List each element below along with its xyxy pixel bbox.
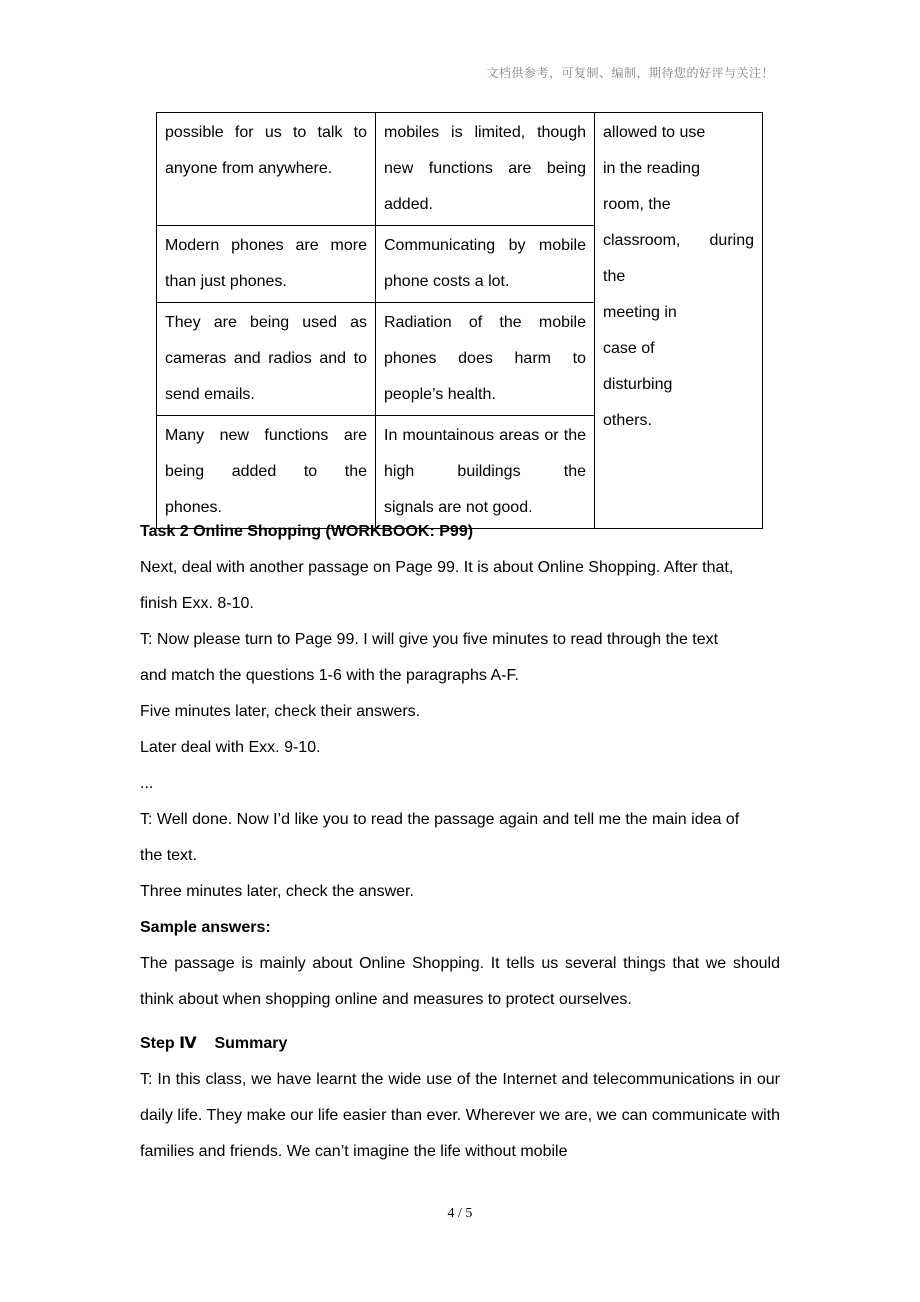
- table-cell: Many new functions are being added to the phones.: [157, 416, 376, 529]
- table-cell-merged: allowed to use in the reading room, the classroom, during the meeting in case of disturbing others.: [595, 113, 763, 529]
- paragraph: Three minutes later, check the answer.: [140, 883, 414, 900]
- table-cell: Radiation of the mobile phones does harm to people’s health.: [376, 303, 595, 416]
- task-heading: Task 2 Online Shopping (WORKBOOK: P99): [140, 523, 474, 540]
- table-cell: possible for us to talk to anyone from anywhere.: [157, 113, 376, 226]
- sample-answers-heading: Sample answers:: [140, 919, 271, 936]
- paragraph: Next, deal with another passage on Page 99. It is about Online Shopping. After that, finish Exx. 8-10.: [140, 559, 734, 612]
- paragraph: The passage is mainly about Online Shopping. It tells us several things that we should think about when shopping online and measures to protect ourselves.: [140, 955, 780, 1008]
- header-note: 文档供参考，可复制、编制，期待您的好评与关注！: [486, 66, 774, 80]
- table-cell: Modern phones are more than just phones.: [157, 226, 376, 303]
- table-cell: mobiles is limited, though new functions are being added.: [376, 113, 595, 226]
- step-heading: Step Ⅳ Summary: [140, 1035, 288, 1052]
- body-text: [140, 514, 780, 1170]
- table-cell: Communicating by mobile phone costs a lot.: [376, 226, 595, 303]
- table-row: [157, 113, 763, 226]
- paragraph: T: Now please turn to Page 99. I will give you five minutes to read through the text and match the questions 1-6 with the paragraphs A-F.: [140, 631, 719, 684]
- paragraph: T: In this class, we have learnt the wide use of the Internet and telecommunications in our daily life. They make our life easier than ever. Wherever we are, we can communicate with families and friends. We can’t imagine the life without mobile: [140, 1071, 781, 1160]
- paragraph: Five minutes later, check their answers.: [140, 703, 421, 720]
- table-cell: They are being used as cameras and radios and to send emails.: [157, 303, 376, 416]
- paragraph: Later deal with Exx. 9-10.: [140, 739, 321, 756]
- table-cell: In mountainous areas or the high buildings the signals are not good.: [376, 416, 595, 529]
- ellipsis: ...: [140, 775, 154, 792]
- comparison-table: [156, 112, 763, 529]
- paragraph: T: Well done. Now I’d like you to read the passage again and tell me the main idea of the text.: [140, 811, 740, 864]
- page-number: 4 / 5: [447, 1206, 473, 1221]
